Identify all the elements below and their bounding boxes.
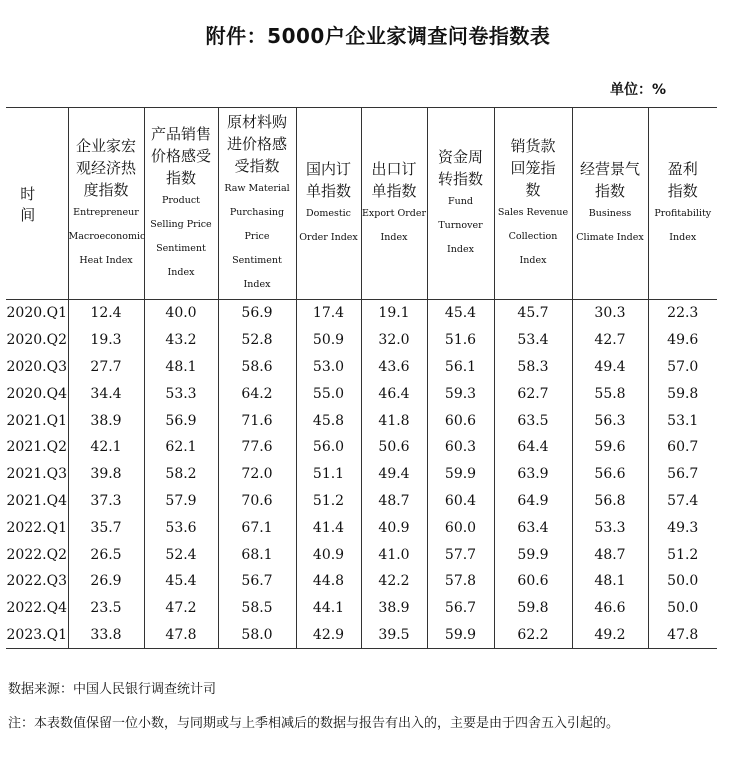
value-cell: 35.7 [68,514,144,541]
value-cell: 58.0 [218,622,296,649]
footnote: 注：本表数值保留一位小数，与同期或与上季相减后的数据与报告有出入的，主要是由于四舍五入引起的。 [8,716,620,731]
value-cell: 51.2 [296,488,361,515]
value-cell: 56.1 [427,354,494,381]
value-cell: 57.4 [648,488,717,515]
value-cell: 47.8 [144,622,218,649]
value-cell: 40.9 [296,541,361,568]
header-en: Profitability Index [654,207,712,243]
period-cell: 2022.Q1 [6,519,67,536]
value-cell: 48.7 [361,488,427,515]
value-cell: 53.1 [648,407,717,434]
value-cell: 49.3 [648,514,717,541]
header-selling-price [144,108,218,300]
header-en: Business Climate Index [576,207,644,243]
value-cell: 42.7 [572,327,648,354]
value-cell: 77.6 [218,434,296,461]
value-cell: 41.4 [296,514,361,541]
value-cell: 39.5 [361,622,427,649]
value-cell: 49.4 [361,461,427,488]
value-cell: 59.8 [494,595,572,622]
header-en: Fund Turnover Index [438,195,483,255]
value-cell: 48.1 [144,354,218,381]
value-cell: 57.9 [144,488,218,515]
value-cell: 56.3 [572,407,648,434]
value-cell: 58.6 [218,354,296,381]
value-cell: 62.7 [494,380,572,407]
value-cell: 60.4 [427,488,494,515]
value-cell: 56.9 [218,300,296,327]
period-cell: 2020.Q3 [6,358,67,375]
header-domestic-order [296,108,361,300]
header-en: Domestic Order Index [299,207,358,243]
value-cell: 41.0 [361,541,427,568]
table-row [6,488,717,515]
value-cell: 68.1 [218,541,296,568]
value-cell: 64.9 [494,488,572,515]
header-zh: 盈利指数 [667,159,698,200]
header-zh: 出口订单指数 [371,159,417,200]
value-cell: 70.6 [218,488,296,515]
value-cell: 39.8 [68,461,144,488]
value-cell: 51.2 [648,541,717,568]
value-cell: 58.5 [218,595,296,622]
header-profitability [648,108,717,300]
value-cell: 49.4 [572,354,648,381]
value-cell: 60.0 [427,514,494,541]
table-body [6,300,717,649]
header-zh: 产品销售价格感受指数 [150,124,211,187]
value-cell: 56.7 [427,595,494,622]
value-cell: 72.0 [218,461,296,488]
header-en: Sales Revenue Collection Index [497,206,569,266]
value-cell: 63.9 [494,461,572,488]
value-cell: 45.4 [144,568,218,595]
value-cell: 53.3 [144,380,218,407]
value-cell: 45.4 [427,300,494,327]
value-cell: 56.6 [572,461,648,488]
value-cell: 46.4 [361,380,427,407]
value-cell: 33.8 [68,622,144,649]
time-header: 时间 [6,108,68,300]
header-zh: 资金周转指数 [437,147,483,188]
period-cell: 2021.Q3 [6,466,67,483]
value-cell: 23.5 [68,595,144,622]
value-cell: 45.7 [494,300,572,327]
value-cell: 12.4 [68,300,144,327]
value-cell: 56.0 [296,434,361,461]
period-cell: 2021.Q1 [6,412,67,429]
value-cell: 56.9 [144,407,218,434]
value-cell: 63.4 [494,514,572,541]
header-en: Raw Material Purchasing Price Sentiment Index [224,182,290,290]
value-cell: 49.6 [648,327,717,354]
table-row [6,461,717,488]
value-cell: 58.3 [494,354,572,381]
value-cell: 40.9 [361,514,427,541]
period-cell: 2022.Q3 [6,573,67,590]
table-row [6,300,717,327]
value-cell: 19.3 [68,327,144,354]
value-cell: 56.7 [648,461,717,488]
header-zh: 原材料购进价格感受指数 [226,112,287,175]
header-zh: 销货款回笼指数 [510,136,556,199]
header-export-order [361,108,427,300]
value-cell: 41.8 [361,407,427,434]
period-cell: 2022.Q4 [6,600,67,617]
value-cell: 44.1 [296,595,361,622]
value-cell: 22.3 [648,300,717,327]
header-en: Export Order Index [361,207,427,243]
header-en: Product Selling Price Sentiment Index [150,194,212,278]
value-cell: 26.9 [68,568,144,595]
value-cell: 48.7 [572,541,648,568]
value-cell: 47.8 [648,622,717,649]
value-cell: 26.5 [68,541,144,568]
value-cell: 52.4 [144,541,218,568]
table-row [6,407,717,434]
period-cell: 2020.Q2 [6,332,67,349]
value-cell: 59.9 [427,461,494,488]
value-cell: 38.9 [361,595,427,622]
value-cell: 17.4 [296,300,361,327]
value-cell: 38.9 [68,407,144,434]
value-cell: 57.8 [427,568,494,595]
period-cell: 2020.Q4 [6,385,67,402]
value-cell: 50.9 [296,327,361,354]
value-cell: 60.6 [427,407,494,434]
header-fund-turnover [427,108,494,300]
value-cell: 27.7 [68,354,144,381]
value-cell: 55.0 [296,380,361,407]
value-cell: 62.1 [144,434,218,461]
value-cell: 57.0 [648,354,717,381]
table-row [6,622,717,649]
value-cell: 42.9 [296,622,361,649]
value-cell: 50.0 [648,568,717,595]
value-cell: 53.3 [572,514,648,541]
value-cell: 43.6 [361,354,427,381]
value-cell: 51.1 [296,461,361,488]
value-cell: 60.6 [494,568,572,595]
value-cell: 32.0 [361,327,427,354]
value-cell: 56.7 [218,568,296,595]
period-cell: 2022.Q2 [6,546,67,563]
header-en: Entrepreneur Macroeconomic Heat Index [68,206,146,266]
value-cell: 52.8 [218,327,296,354]
period-cell: 2021.Q4 [6,492,67,509]
header-zh: 国内订单指数 [305,159,351,200]
value-cell: 46.6 [572,595,648,622]
value-cell: 50.0 [648,595,717,622]
value-cell: 37.3 [68,488,144,515]
value-cell: 59.6 [572,434,648,461]
value-cell: 57.7 [427,541,494,568]
value-cell: 53.6 [144,514,218,541]
header-zh: 企业家宏观经济热度指数 [75,136,136,199]
data-source: 数据来源：中国人民银行调查统计司 [8,682,217,697]
value-cell: 51.6 [427,327,494,354]
header-macro-heat [68,108,144,300]
value-cell: 59.3 [427,380,494,407]
value-cell: 48.1 [572,568,648,595]
unit-label: 单位：% [609,82,666,98]
value-cell: 64.4 [494,434,572,461]
value-cell: 53.0 [296,354,361,381]
value-cell: 47.2 [144,595,218,622]
value-cell: 34.4 [68,380,144,407]
value-cell: 44.8 [296,568,361,595]
value-cell: 64.2 [218,380,296,407]
header-sales-revenue [494,108,572,300]
value-cell: 43.2 [144,327,218,354]
value-cell: 67.1 [218,514,296,541]
value-cell: 71.6 [218,407,296,434]
header-zh: 经营景气指数 [579,159,640,200]
table-row [6,514,717,541]
index-table [6,107,717,649]
value-cell: 60.7 [648,434,717,461]
value-cell: 59.9 [494,541,572,568]
document-title: 附件：5000户企业家调查问卷指数表 [205,24,551,48]
value-cell: 63.5 [494,407,572,434]
value-cell: 58.2 [144,461,218,488]
header-business-climate [572,108,648,300]
value-cell: 40.0 [144,300,218,327]
value-cell: 60.3 [427,434,494,461]
value-cell: 30.3 [572,300,648,327]
value-cell: 62.2 [494,622,572,649]
period-cell: 2021.Q2 [6,439,67,456]
table-row [6,434,717,461]
value-cell: 49.2 [572,622,648,649]
table-row [6,595,717,622]
value-cell: 42.1 [68,434,144,461]
table-row [6,541,717,568]
value-cell: 19.1 [361,300,427,327]
value-cell: 55.8 [572,380,648,407]
value-cell: 56.8 [572,488,648,515]
value-cell: 50.6 [361,434,427,461]
value-cell: 53.4 [494,327,572,354]
period-cell: 2023.Q1 [6,622,68,649]
value-cell: 59.8 [648,380,717,407]
value-cell: 59.9 [427,622,494,649]
table-row [6,380,717,407]
table-row [6,354,717,381]
period-cell: 2020.Q1 [6,305,67,322]
header-raw-material [218,108,296,300]
table-row [6,568,717,595]
table-header-row [6,108,717,300]
value-cell: 45.8 [296,407,361,434]
table-row [6,327,717,354]
value-cell: 42.2 [361,568,427,595]
